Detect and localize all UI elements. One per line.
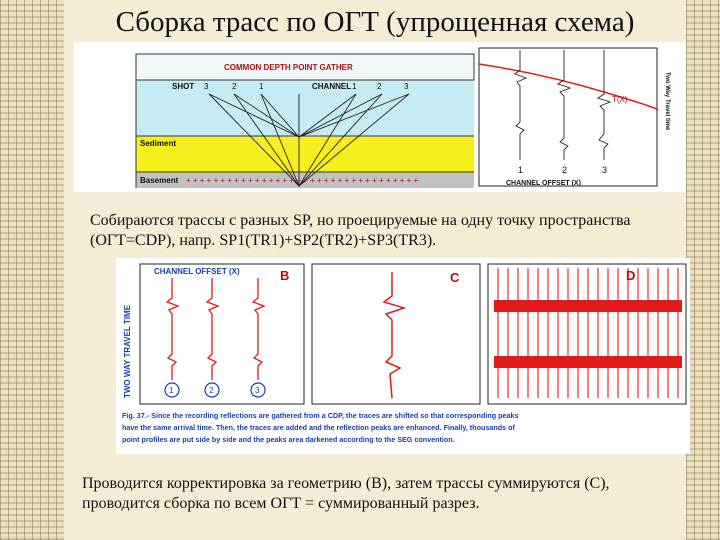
- top-axis-y-label: Two Way Travel time: [664, 72, 670, 131]
- stacking-figure: [116, 258, 690, 454]
- panel-b-number-2: 2: [209, 386, 214, 395]
- bottom-y-axis-label: TWO WAY TRAVEL TIME: [123, 304, 132, 398]
- cdp-gather-figure: [74, 42, 686, 192]
- slide-title: Сборка трасс по ОГТ (упрощенная схема): [115, 6, 635, 38]
- nmo-curve-label: T(X): [612, 95, 628, 104]
- sediment-label: Sediment: [140, 139, 177, 148]
- panel-b-corrected-traces: [140, 264, 304, 404]
- cdp-schematic: [136, 54, 474, 188]
- fig-caption-line-3: point profiles are put side by side and the peaks area darkened according to the SEG convention.: [122, 435, 455, 444]
- fig-caption-line-2: have the same arrival time. Then, the traces are added and the reflection peaks are enhanced. Finally, thousands of: [122, 423, 515, 432]
- panel-d-letter: D: [626, 268, 636, 283]
- right-decorative-border: [686, 0, 720, 540]
- text-stacking-description: Проводится корректировка за геометрию (В), затем трассы суммируются (С), проводится сборка по всем ОГТ = суммированный разрез.: [82, 475, 610, 512]
- trace-number-3: 3: [602, 165, 608, 175]
- trace-number-1: 1: [518, 165, 524, 175]
- panel-d-section: [488, 264, 686, 404]
- panel-c-letter: C: [450, 270, 460, 285]
- channel-label: CHANNEL: [312, 82, 352, 91]
- channel-number-2: 2: [377, 82, 382, 91]
- top-axis-x-label: CHANNEL OFFSET (X): [506, 180, 581, 187]
- panel-b-letter: B: [280, 268, 290, 283]
- fig-caption-line-1: Fig. 37.- Since the recording reflections are gathered from a CDP, the traces are shifted so that corresponding peaks: [122, 411, 519, 420]
- shot-number-2: 2: [232, 82, 237, 91]
- panel-c-stacked-trace: [312, 264, 480, 404]
- basement-crosses: [186, 176, 419, 185]
- channel-number-1: 1: [352, 82, 357, 91]
- nmo-traces-panel: [479, 48, 670, 187]
- panel-b-number-3: 3: [255, 386, 260, 395]
- channel-number-3: 3: [404, 82, 409, 91]
- trace-number-2: 2: [562, 165, 568, 175]
- panel-b-header: CHANNEL OFFSET (X): [154, 267, 240, 276]
- shot-label: SHOT: [172, 82, 195, 91]
- left-decorative-border: [0, 0, 64, 540]
- panel-b-number-1: 1: [169, 386, 174, 395]
- text-cdp-description: Собираются трассы с разных SP, но проецируемые на одну точку пространства (ОГТ=CDP), напр. SP1(TR1)+SP2(TR2)+SP3(TR3).: [90, 212, 631, 249]
- shot-number-3: 3: [204, 82, 209, 91]
- svg-text:+ + + + + + + + + + + + + + +: + + + + + + + + + + + + + + + + + + + + + + + + + + + + + + + + + +: [186, 176, 419, 185]
- shot-number-1: 1: [259, 82, 264, 91]
- basement-label: Basement: [140, 176, 179, 185]
- cdp-header: COMMON DEPTH POINT GATHER: [224, 63, 353, 72]
